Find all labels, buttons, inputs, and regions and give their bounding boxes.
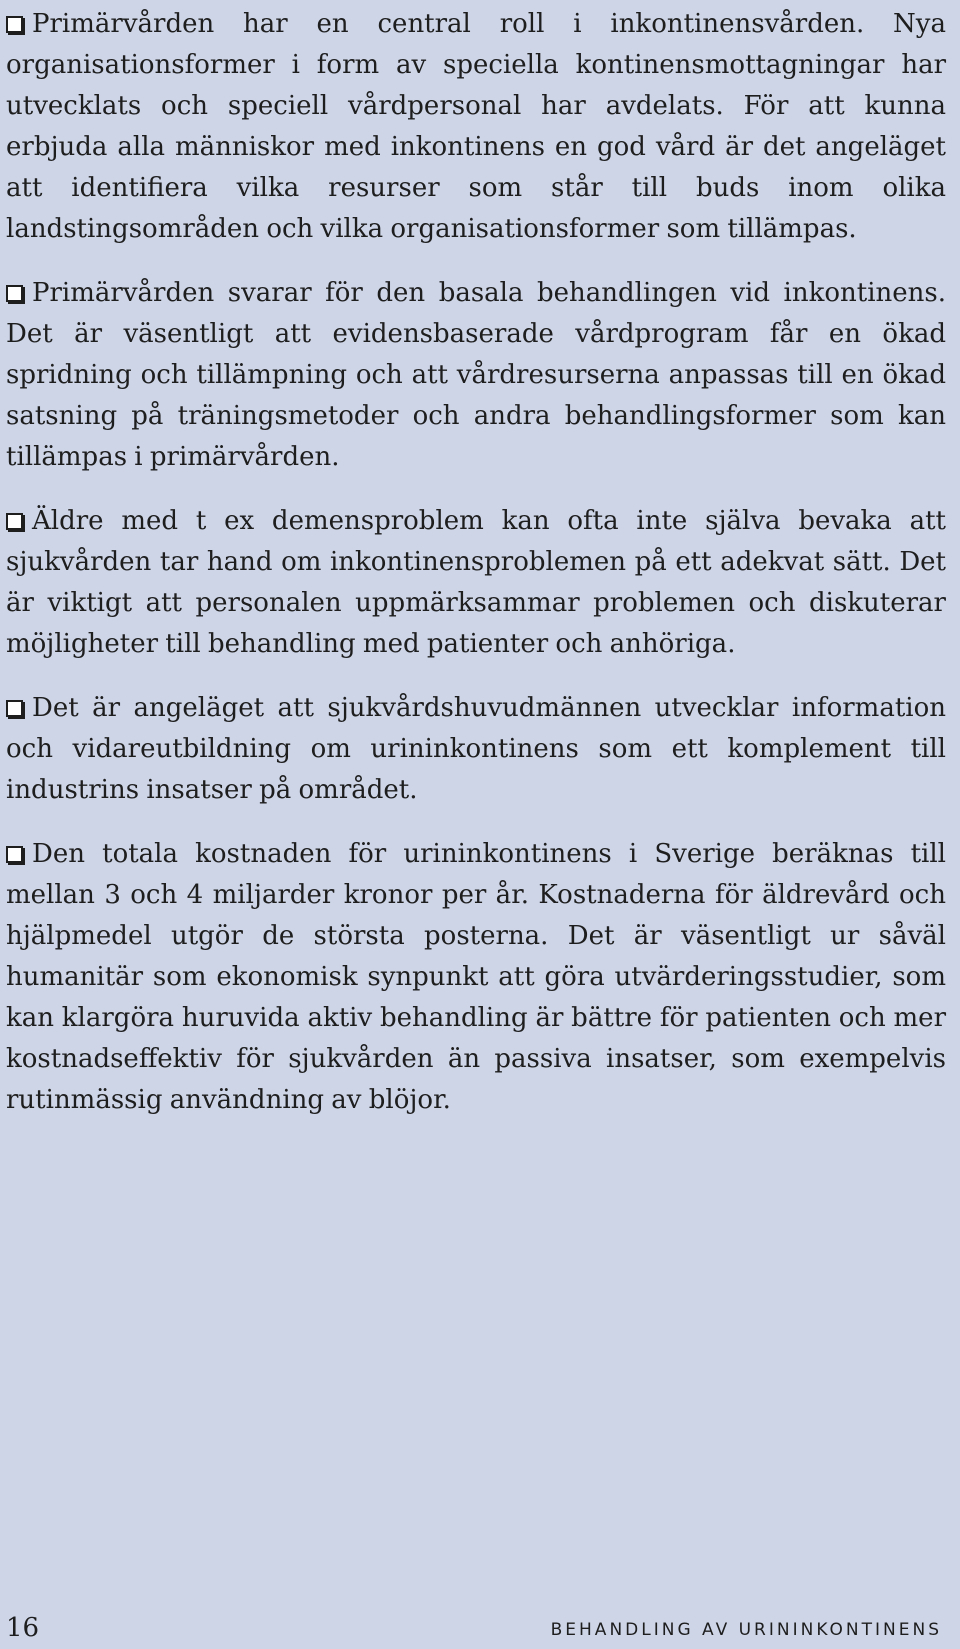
checkbox-icon — [6, 700, 23, 717]
page-number: 16 — [6, 1613, 40, 1643]
bullet-paragraph-1 — [6, 4, 946, 250]
checkbox-icon — [6, 513, 23, 530]
checkbox-icon — [6, 285, 23, 302]
bullet-paragraph-5 — [6, 834, 946, 1121]
document-body — [6, 4, 946, 1144]
paragraph-text: Äldre med t ex demensproblem kan ofta inte själva bevaka att sjukvården tar hand om inkontinensproblemen på ett adekvat sätt. Det är viktigt att personalen uppmärksammar problemen och diskuterar möjligheter till behandling med patienter och anhöriga. — [6, 506, 946, 659]
bullet-paragraph-4 — [6, 688, 946, 811]
paragraph-text: Primärvården har en central roll i inkontinensvården. Nya organisationsformer i form av speciella kontinensmottagningar har utvecklats och speciell vårdpersonal har avdelats. För att kunna erbjuda alla människor med inkontinens en god vård är det angeläget att identifiera vilka resurser som står till buds inom olika landstingsområden och vilka organisationsformer som tillämpas. — [6, 9, 946, 244]
paragraph-text: Primärvården svarar för den basala behandlingen vid inkontinens. Det är väsentligt att evidensbaserade vårdprogram får en ökad spridning och tillämpning och att vårdresurserna anpassas till en ökad satsning på träningsmetoder och andra behandlingsformer som kan tillämpas i primärvården. — [6, 278, 946, 472]
bullet-paragraph-3 — [6, 501, 946, 665]
checkbox-icon — [6, 846, 23, 863]
paragraph-text: Den totala kostnaden för urininkontinens i Sverige beräknas till mellan 3 och 4 miljarder kronor per år. Kostnaderna för äldrevård och hjälpmedel utgör de största posterna. Det är väsentligt ur såväl humanitär som ekonomisk synpunkt att göra utvärderingsstudier, som kan klargöra huruvida aktiv behandling är bättre för patienten och mer kostnadseffektiv för sjukvården än passiva insatser, som exempelvis rutinmässig användning av blöjor. — [6, 839, 946, 1115]
checkbox-icon — [6, 16, 23, 33]
bullet-paragraph-2 — [6, 273, 946, 478]
paragraph-text: Det är angeläget att sjukvårdshuvudmännen utvecklar information och vidareutbildning om urininkontinens som ett komplement till industrins insatser på området. — [6, 693, 946, 805]
running-title: BEHANDLING AV URININKONTINENS — [550, 1620, 942, 1640]
